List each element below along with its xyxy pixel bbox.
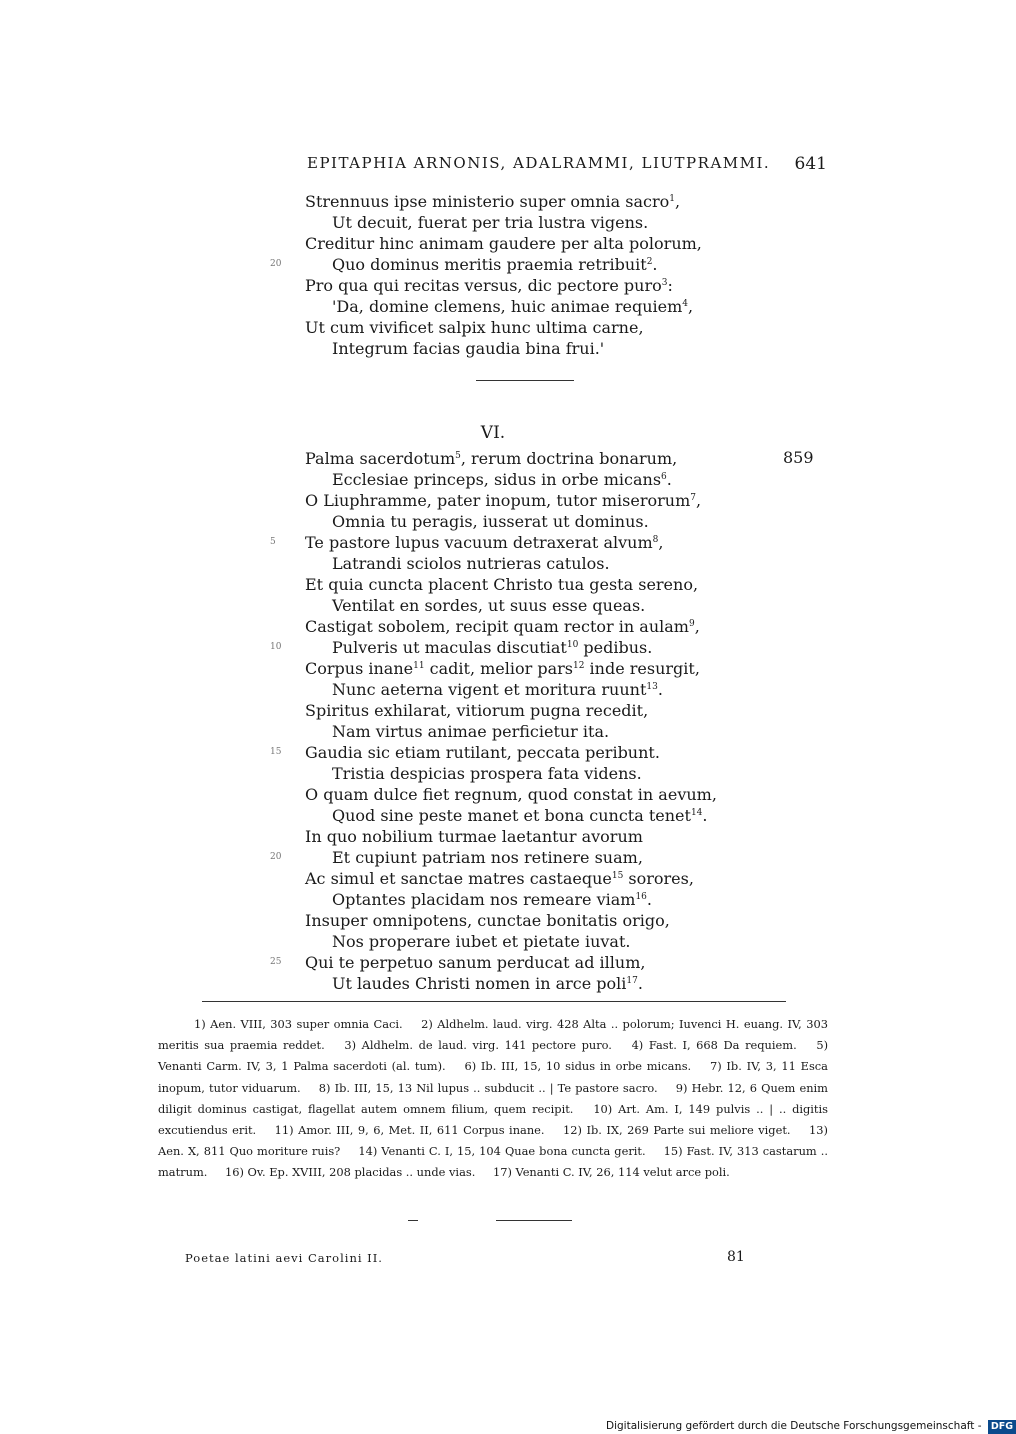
footnote: 14) Venanti C. I, 15, 104 Quae bona cuncta gerit.: [358, 1144, 646, 1159]
verse-text: [332, 763, 642, 784]
verse-body: Qui te perpetuo sanum perducat ad illum,: [305, 953, 646, 972]
footnote: 13) Aen. X, 811 Quo moriture ruis?: [158, 1123, 828, 1159]
verse-text: [332, 296, 693, 317]
verse-line: [0, 275, 1000, 296]
verse-line: [0, 637, 1000, 658]
footnote: 9) Hebr. 12, 6 Quem enim diligit dominus castigat, flagellat autem omnem filium, quem recipit.: [158, 1080, 828, 1116]
verse-body: Ut decuit, fuerat per tria lustra vigens.: [332, 213, 649, 232]
footnote-marker: 17: [626, 976, 638, 986]
footnote-marker: 8: [652, 535, 659, 545]
sheet-number: 81: [727, 1249, 745, 1265]
verse-line: [0, 338, 1000, 359]
dfg-logo: DFG: [988, 1420, 1016, 1434]
verse-text: [305, 275, 673, 296]
verse-tail: pedibus.: [578, 638, 653, 657]
verse-text: [332, 889, 652, 910]
verse-text: [332, 679, 663, 700]
verse-body: Strennuus ipse ministerio super omnia sacro: [305, 192, 670, 211]
verse-tail: .: [702, 806, 708, 825]
end-mark: [496, 1220, 572, 1221]
verse-line: [0, 742, 1000, 763]
verse-line: [0, 805, 1000, 826]
verse-body: Quo dominus meritis praemia retribuit: [332, 255, 647, 274]
verse-text: [305, 910, 670, 931]
verse-tail: ,: [675, 192, 681, 211]
verse-line: [0, 679, 1000, 700]
verse-text: [305, 784, 717, 805]
verse-body: Creditur hinc animam gaudere per alta polorum,: [305, 234, 702, 253]
verse-line: [0, 191, 1000, 212]
verse-body: Pulveris ut maculas discutiat: [332, 638, 567, 657]
verse-body: In quo nobilium turmae laetantur avorum: [305, 827, 643, 846]
verse-body: Tristia despicias prospera fata videns.: [332, 764, 642, 783]
footnote: 11) Amor. III, 9, 6, Met. II, 611 Corpus inane.: [274, 1123, 545, 1138]
line-number: 15: [270, 747, 282, 757]
verse-line: [0, 658, 1000, 679]
footnote-rule: [202, 1001, 786, 1002]
section-reference: 859: [783, 448, 814, 467]
verse-tail: ,: [688, 297, 694, 316]
verse-body: Nunc aeterna vigent et moritura ruunt: [332, 680, 647, 699]
verse-line: [0, 469, 1000, 490]
verse-line: [0, 847, 1000, 868]
verse-body: Gaudia sic etiam rutilant, peccata peribunt.: [305, 743, 660, 762]
verse-tail: :: [667, 276, 673, 295]
verse-tail: cadit, melior pars: [424, 659, 573, 678]
verse-text: [305, 616, 700, 637]
footnote: 3) Aldhelm. de laud. virg. 141 pectore puro.: [344, 1038, 612, 1053]
footnote: 2) Aldhelm. laud. virg. 428 Alta .. polorum; Iuvenci H. euang. IV, 303 meritis sua praemia reddet.: [158, 1017, 828, 1053]
footnote-marker: 16: [635, 892, 647, 902]
line-number: 10: [270, 642, 282, 652]
verse-text: [332, 973, 643, 994]
verse-tail: ,: [694, 617, 700, 636]
verse-body: Et cupiunt patriam nos retinere suam,: [332, 848, 643, 867]
verse-text: [332, 847, 643, 868]
section-separator: [476, 380, 574, 381]
verse-line: [0, 700, 1000, 721]
verse-line: [0, 317, 1000, 338]
footnote-marker: 9: [688, 619, 695, 629]
verse-text: [305, 658, 700, 679]
verse-text: [305, 742, 660, 763]
verse-text: [332, 254, 658, 275]
verse-text: [305, 952, 645, 973]
verse-text: [332, 595, 645, 616]
footnote: 4) Fast. I, 668 Da requiem.: [631, 1038, 797, 1053]
verse-text: [332, 511, 649, 532]
footnote-marker: 6: [661, 472, 667, 482]
page-number: 641: [794, 154, 827, 174]
verse-text: [305, 490, 701, 511]
line-number: 20: [270, 259, 282, 269]
verse-line: [0, 973, 1000, 994]
verse-body: Ecclesiae princeps, sidus in orbe micans: [332, 470, 662, 489]
line-number: 25: [270, 957, 282, 967]
verse-line: [0, 910, 1000, 931]
verse-line: [0, 595, 1000, 616]
verse-line: [0, 233, 1000, 254]
verse-line: [0, 868, 1000, 889]
footnote-marker: 14: [690, 808, 703, 818]
verse-tail: .: [646, 890, 652, 909]
verse-body: Insuper omnipotens, cunctae bonitatis origo,: [305, 911, 670, 930]
line-number: 20: [270, 852, 282, 862]
verse-line: [0, 532, 1000, 553]
running-header: [307, 154, 827, 180]
verse-line: [0, 889, 1000, 910]
verse-line: [0, 490, 1000, 511]
line-number: 5: [270, 537, 276, 547]
verse-line: [0, 511, 1000, 532]
verse-body: Corpus inane: [305, 659, 414, 678]
verse-text: [305, 826, 643, 847]
footnote-marker: 11: [413, 661, 425, 671]
series-title: Poetae latini aevi Carolini II.: [185, 1251, 383, 1265]
verse-body: Pro qua qui recitas versus, dic pectore puro: [305, 276, 662, 295]
end-mark-short: [408, 1220, 418, 1221]
footnote: 17) Venanti C. IV, 26, 114 velut arce poli.: [492, 1165, 730, 1180]
verse-text: [332, 338, 604, 359]
footnote: 10) Art. Am. I, 149 pulvis .. | .. digitis excutiendus erit.: [158, 1101, 829, 1138]
verse-body: Ventilat en sordes, ut suus esse queas.: [332, 596, 646, 615]
credit-text: Digitalisierung gefördert durch die Deutsche Forschungsgemeinschaft -: [606, 1420, 982, 1432]
verse-body: Latrandi sciolos nutrieras catulos.: [332, 554, 610, 573]
verse-tail: , rerum doctrina bonarum,: [460, 449, 678, 468]
verse-tail: .: [666, 470, 672, 489]
footnote: 16) Ov. Ep. XVIII, 208 placidas .. unde vias.: [225, 1165, 476, 1180]
verse-text: [305, 448, 677, 469]
verse-tail: ,: [658, 533, 664, 552]
footnotes: [158, 1014, 828, 1184]
footnote-marker: 2: [646, 257, 653, 267]
footnote: 5) Venanti Carm. IV, 3, 1 Palma sacerdoti (al. tum).: [158, 1038, 829, 1074]
verse-tail: ,: [695, 491, 702, 510]
footnote-marker: 1: [669, 194, 675, 204]
verse-text: [332, 721, 609, 742]
verse-body: Ac simul et sanctae matres castaeque: [305, 869, 612, 888]
footnote-marker: 7: [690, 493, 696, 503]
verse-line: [0, 254, 1000, 275]
verse-line: [0, 784, 1000, 805]
footnote-marker: 4: [682, 299, 688, 309]
verse-tail: .: [637, 974, 643, 993]
running-title: EPITAPHIA ARNONIS, ADALRAMMI, LIUTPRAMMI.: [307, 154, 771, 172]
verse-text: [305, 700, 648, 721]
verse-body: Castigat sobolem, recipit quam rector in aulam: [305, 617, 689, 636]
verse-text: [305, 868, 694, 889]
verse-body: Nam virtus animae perficietur ita.: [332, 722, 610, 741]
footnote: 6) Ib. III, 15, 10 sidus in orbe micans.: [464, 1059, 692, 1074]
verse-body: Quod sine peste manet et bona cuncta tenet: [332, 806, 691, 825]
verse-body: 'Da, domine clemens, huic animae requiem: [332, 297, 683, 316]
verse-line: [0, 721, 1000, 742]
verse-text: [332, 553, 610, 574]
verse-body: Integrum facias gaudia bina frui.': [332, 339, 605, 358]
verse-line: [0, 952, 1000, 973]
verse-body: Palma sacerdotum: [305, 449, 456, 468]
poem-continuation: [0, 191, 1000, 359]
verse-text: [305, 532, 663, 553]
verse-text: [332, 637, 652, 658]
verse-body: O Liuphramme, pater inopum, tutor miserorum: [305, 491, 691, 510]
poem-vi: [0, 448, 1000, 994]
verse-line: [0, 763, 1000, 784]
footnote: 15) Fast. IV, 313 castarum .. matrum.: [158, 1144, 828, 1180]
verse-body: Optantes placidam nos remeare viam: [332, 890, 636, 909]
verse-line: [0, 553, 1000, 574]
verse-body: Ut cum vivificet salpix hunc ultima carne,: [305, 318, 644, 337]
footnote: 8) Ib. III, 15, 13 Nil lupus .. subducit .. | Te pastore sacro.: [318, 1080, 658, 1095]
verse-text: [332, 931, 630, 952]
footnote: 12) Ib. IX, 269 Parte sui meliore viget.: [563, 1123, 791, 1138]
verse-text: [305, 317, 644, 338]
verse-text: [332, 805, 708, 826]
footnote-marker: 10: [566, 640, 579, 650]
digitization-credit: [606, 1418, 1014, 1434]
verse-line: [0, 574, 1000, 595]
verse-text: [332, 469, 672, 490]
verse-line: [0, 212, 1000, 233]
verse-text: [332, 212, 648, 233]
footnote: 7) Ib. IV, 3, 11 Esca inopum, tutor viduarum.: [158, 1059, 828, 1095]
verse-body: O quam dulce fiet regnum, quod constat in aevum,: [305, 785, 717, 804]
verse-line: [0, 826, 1000, 847]
footnote-marker: 13: [646, 682, 658, 692]
verse-text: [305, 574, 698, 595]
footnote: 1) Aen. VIII, 303 super omnia Caci.: [194, 1017, 403, 1031]
verse-tail: .: [652, 255, 658, 274]
footnote-marker: 5: [455, 451, 461, 461]
footnote-marker: 15: [611, 871, 624, 881]
verse-line: [0, 448, 1000, 469]
verse-text: [305, 191, 680, 212]
verse-line: [0, 616, 1000, 637]
verse-tail: .: [657, 680, 663, 699]
verse-body: Spiritus exhilarat, vitiorum pugna recedit,: [305, 701, 649, 720]
verse-body: Et quia cuncta placent Christo tua gesta sereno,: [305, 575, 699, 594]
verse-tail: sorores,: [623, 869, 694, 888]
verse-line: [0, 296, 1000, 317]
verse-line: [0, 931, 1000, 952]
footnote-marker: 12: [573, 661, 585, 671]
section-title: VI.: [480, 423, 506, 443]
verse-body: Te pastore lupus vacuum detraxerat alvum: [305, 533, 653, 552]
footnote-marker: 3: [661, 278, 668, 288]
verse-tail: inde resurgit,: [584, 659, 700, 678]
verse-body: Nos properare iubet et pietate iuvat.: [332, 932, 631, 951]
verse-text: [305, 233, 702, 254]
verse-body: Ut laudes Christi nomen in arce poli: [332, 974, 627, 993]
verse-body: Omnia tu peragis, iusserat ut dominus.: [332, 512, 649, 531]
